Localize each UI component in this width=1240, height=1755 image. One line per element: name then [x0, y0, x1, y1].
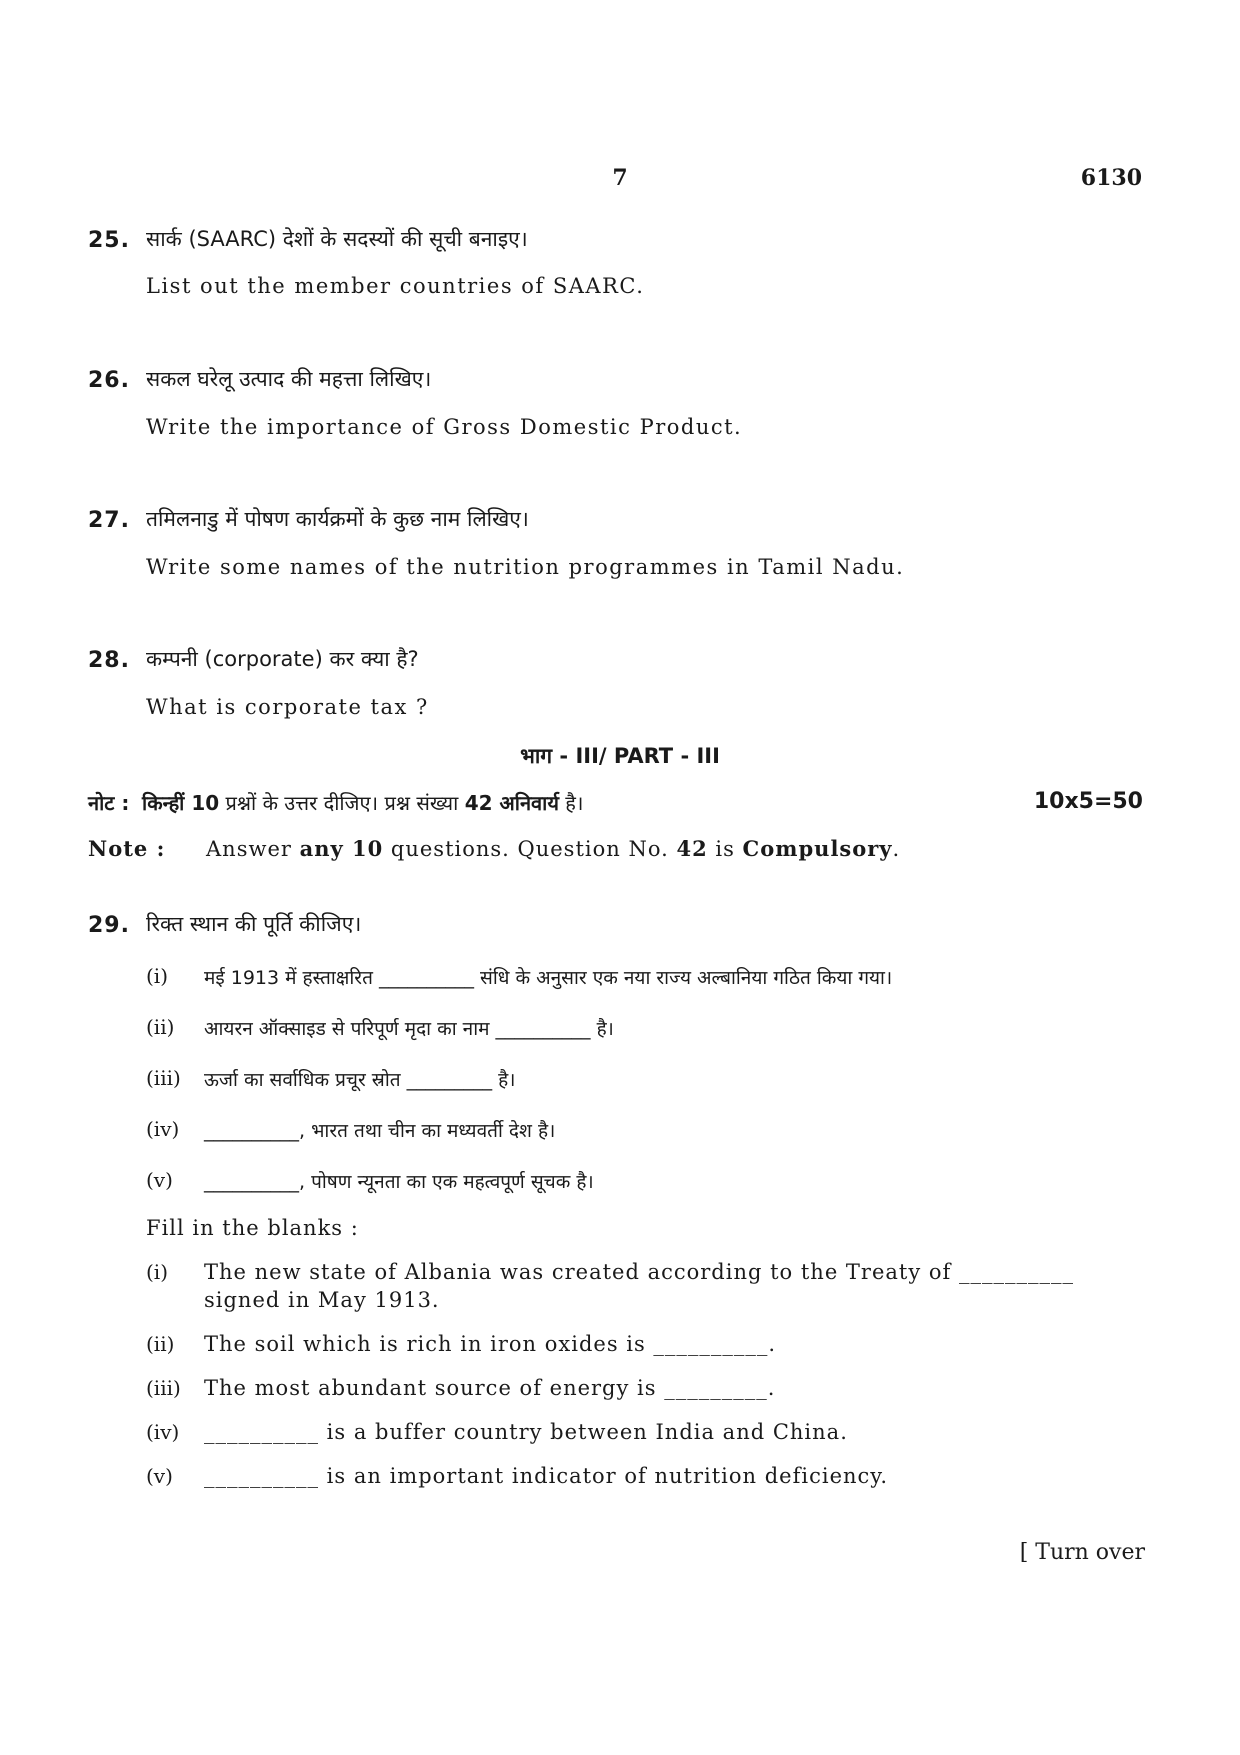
item-number: (ii)	[146, 1332, 175, 1356]
item-text: __________, भारत तथा चीन का मध्यवर्ती देश है।	[204, 1120, 556, 1142]
question-text-hindi: रिक्त स्थान की पूर्ति कीजिए।	[146, 912, 362, 936]
note-english-compulsory: Compulsory	[742, 836, 893, 861]
item-number: (iv)	[146, 1117, 180, 1141]
question-number: 27.	[88, 508, 130, 533]
note-hindi-end: है।	[558, 791, 584, 815]
note-english	[206, 836, 900, 861]
paper-code: 6130	[1080, 165, 1142, 191]
item-text: The soil which is rich in iron oxides is __________.	[204, 1332, 777, 1356]
note-english-text: questions. Question No.	[383, 837, 677, 861]
page-number: 7	[612, 165, 628, 191]
question-text-hindi: कम्पनी (corporate) कर क्या है?	[146, 647, 419, 671]
item-text: ऊर्जा का सर्वाधिक प्रचूर स्रोत _________ है।	[204, 1069, 516, 1091]
item-text-continued: signed in May 1913.	[204, 1288, 440, 1312]
item-text: __________ is a buffer country between India and China.	[204, 1420, 848, 1444]
turn-over-note: [ Turn over	[1019, 1540, 1145, 1565]
question-text-english: List out the member countries of SAARC.	[146, 274, 645, 298]
note-hindi-text: प्रश्नों के उत्तर दीजिए। प्रश्न संख्या	[219, 791, 465, 815]
note-english-end: .	[892, 837, 901, 861]
item-number: (iv)	[146, 1420, 180, 1444]
question-text-hindi: सार्क (SAARC) देशों के सदस्यों की सूची बनाइए।	[146, 227, 528, 251]
question-number: 28.	[88, 648, 130, 673]
question-text-hindi: तमिलनाडु में पोषण कार्यक्रमों के कुछ नाम लिखिए।	[146, 507, 529, 531]
note-english-text: is	[707, 837, 743, 861]
item-text: The new state of Albania was created according to the Treaty of __________	[204, 1260, 1074, 1284]
note-hindi-label: नोट :	[88, 791, 130, 815]
part-heading: भाग - III/ PART - III	[520, 744, 720, 768]
question-number: 26.	[88, 368, 130, 393]
note-english-number: 42	[676, 836, 708, 861]
question-text-hindi: सकल घरेलू उत्पाद की महत्ता लिखिए।	[146, 367, 432, 391]
item-number: (i)	[146, 1260, 169, 1284]
question-text-english: What is corporate tax ?	[146, 695, 429, 719]
note-hindi-any: किन्हीं 10	[142, 791, 220, 815]
question-text-english: Write some names of the nutrition programmes in Tamil Nadu.	[146, 555, 905, 579]
note-hindi-compulsory: 42 अनिवार्य	[464, 791, 559, 815]
fill-in-blanks-label: Fill in the blanks :	[146, 1216, 359, 1240]
item-text: The most abundant source of energy is _________.	[204, 1376, 776, 1400]
item-text: __________, पोषण न्यूनता का एक महत्वपूर्ण सूचक है।	[204, 1171, 594, 1193]
note-english-text: Answer	[206, 837, 300, 861]
note-english-any: any 10	[299, 836, 384, 861]
question-number: 29.	[88, 913, 130, 938]
item-number: (i)	[146, 964, 169, 988]
item-number: (ii)	[146, 1015, 175, 1039]
question-number: 25.	[88, 228, 130, 253]
item-number: (v)	[146, 1168, 173, 1192]
item-number: (iii)	[146, 1376, 181, 1400]
item-number: (iii)	[146, 1066, 181, 1090]
item-text: __________ is an important indicator of nutrition deficiency.	[204, 1464, 889, 1488]
item-text: मई 1913 में हस्ताक्षरित __________ संधि के अनुसार एक नया राज्य अल्बानिया गठित किया गया।	[204, 967, 893, 989]
note-english-label: Note :	[88, 836, 166, 861]
marks-scheme: 10x5=50	[1033, 789, 1143, 814]
item-number: (v)	[146, 1464, 173, 1488]
item-text: आयरन ऑक्साइड से परिपूर्ण मृदा का नाम __________ है।	[204, 1018, 614, 1040]
note-hindi	[88, 789, 584, 816]
question-text-english: Write the importance of Gross Domestic Product.	[146, 415, 743, 439]
